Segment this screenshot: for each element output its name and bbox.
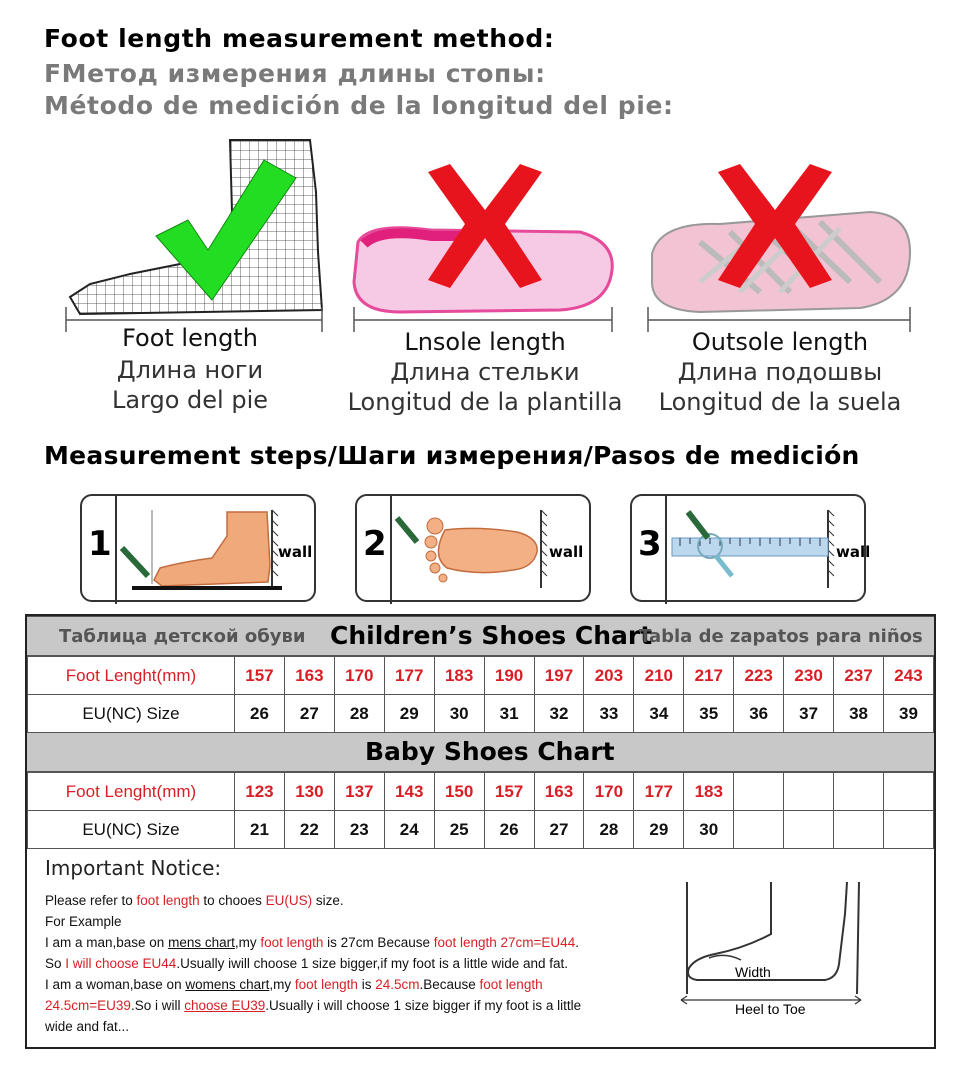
cell: 36: [734, 695, 784, 733]
cell: 157: [235, 657, 285, 695]
notice-line: For Example: [45, 914, 122, 929]
cell: 30: [434, 695, 484, 733]
caption-foot-length-ru: Длина ноги: [116, 356, 264, 384]
row-label: Foot Lenght(mm): [28, 773, 235, 811]
children-chart-title-ru: Таблица детской обуви: [59, 626, 306, 647]
step-1-wall-label: wall: [278, 543, 313, 561]
cell: 29: [634, 811, 684, 849]
cell: 22: [284, 811, 334, 849]
cell: [834, 811, 884, 849]
caption-outsole-length: Outsole length: [691, 328, 869, 356]
cell: 203: [584, 657, 634, 695]
cell: 130: [284, 773, 334, 811]
cell: 243: [883, 657, 933, 695]
important-notice: [45, 856, 665, 1037]
notice-line: So I will choose EU44.Usually iwill choose 1 size bigger,if my foot is a little wide and fat.: [45, 956, 569, 971]
cell: 32: [534, 695, 584, 733]
cell: 23: [334, 811, 384, 849]
cell: 26: [484, 811, 534, 849]
cell: 170: [334, 657, 384, 695]
children-chart-header: [27, 616, 934, 656]
cell: 223: [734, 657, 784, 695]
step-3-number: 3: [638, 524, 662, 564]
cell: 143: [384, 773, 434, 811]
caption-foot-length: Foot length: [122, 324, 258, 352]
children-chart-title-es: Tabla de zapatos para niños: [639, 626, 923, 647]
cell: 28: [334, 695, 384, 733]
cell: 29: [384, 695, 434, 733]
cell: 150: [434, 773, 484, 811]
caption-foot-length-es: Largo del pie: [111, 386, 269, 414]
notice-line: Please refer to foot length to chooes EU(US) size.: [45, 893, 344, 908]
cell: [883, 773, 933, 811]
notice-line: I am a man,base on mens chart,my foot length is 27cm Because foot length 27cm=EU44.: [45, 935, 579, 950]
heading-english: Foot length measurement method:: [44, 24, 555, 53]
cell: 25: [434, 811, 484, 849]
notice-line: 24.5cm=EU39.So i will choose EU39.Usually i will choose 1 size bigger if my foot is a little: [45, 998, 582, 1013]
cell: 35: [684, 695, 734, 733]
cell: [784, 811, 834, 849]
cell: 27: [534, 811, 584, 849]
baby-chart-title: Baby Shoes Chart: [365, 737, 615, 766]
children-foot-length-row: [28, 657, 934, 695]
cell: 183: [684, 773, 734, 811]
cell: 26: [235, 695, 285, 733]
step-2-card: [355, 494, 591, 602]
cell: 33: [584, 695, 634, 733]
cell: 177: [384, 657, 434, 695]
step-3-wall-label: wall: [836, 543, 871, 561]
panel-insole-length: [340, 132, 630, 422]
cell: 123: [235, 773, 285, 811]
cell: [784, 773, 834, 811]
cell: [734, 773, 784, 811]
cell: 190: [484, 657, 534, 695]
size-chart: [25, 614, 936, 1049]
heel-to-toe-label: Heel to Toe: [735, 1001, 806, 1017]
cell: 163: [284, 657, 334, 695]
notice-line: wide and fat...: [45, 1019, 130, 1034]
caption-outsole-length-es: Longitud de la suela: [658, 388, 902, 416]
caption-insole-length-es: Longitud de la plantilla: [347, 388, 623, 416]
outsole-image: [640, 132, 930, 332]
panel-outsole-length: [640, 132, 930, 422]
step-2-wall-label: wall: [549, 543, 584, 561]
cell: 38: [834, 695, 884, 733]
cell: 197: [534, 657, 584, 695]
cell: 37: [784, 695, 834, 733]
cell: [883, 811, 933, 849]
insole-image: [340, 132, 630, 332]
step-1-card: [80, 494, 316, 602]
foot-diagram: [675, 874, 875, 1024]
caption-insole-length-ru: Длина стельки: [390, 358, 580, 386]
cell: 137: [334, 773, 384, 811]
cell: 34: [634, 695, 684, 733]
cell: 27: [284, 695, 334, 733]
baby-chart-table: [27, 772, 934, 849]
step-3-card: [630, 494, 871, 602]
heading-russian: FМетод измерения длины стопы:: [44, 59, 546, 88]
cell: 30: [684, 811, 734, 849]
step-1-number: 1: [88, 524, 112, 564]
cell: 21: [235, 811, 285, 849]
cell: 183: [434, 657, 484, 695]
cell: 177: [634, 773, 684, 811]
row-label: EU(NC) Size: [28, 695, 235, 733]
notice-line: I am a woman,base on womens chart,my foot length is 24.5cm.Because foot length: [45, 977, 543, 992]
caption-outsole-length-ru: Длина подошвы: [677, 358, 883, 386]
cell: [734, 811, 784, 849]
cell: 24: [384, 811, 434, 849]
panel-foot-length: [60, 132, 350, 422]
cell: 39: [883, 695, 933, 733]
caption-insole-length: Lnsole length: [404, 328, 566, 356]
step-2-number: 2: [363, 524, 387, 564]
cell: 170: [584, 773, 634, 811]
cell: 237: [834, 657, 884, 695]
children-eu-size-row: [28, 695, 934, 733]
children-chart-table: [27, 656, 934, 733]
cell: [834, 773, 884, 811]
row-label: EU(NC) Size: [28, 811, 235, 849]
foot-wireframe-image: [60, 132, 350, 332]
cell: 31: [484, 695, 534, 733]
steps-title: Measurement steps/Шаги измерения/Pasos de medición: [44, 441, 860, 470]
children-chart-title: Children’s Shoes Chart: [330, 621, 653, 650]
heading-spanish: Método de medición de la longitud del pie:: [44, 91, 674, 120]
row-label: Foot Lenght(mm): [28, 657, 235, 695]
cell: 230: [784, 657, 834, 695]
cell: 157: [484, 773, 534, 811]
baby-eu-size-row: [28, 811, 934, 849]
cell: 217: [684, 657, 734, 695]
baby-foot-length-row: [28, 773, 934, 811]
cell: 210: [634, 657, 684, 695]
step-3-illustration: [632, 496, 871, 604]
width-label: Width: [735, 964, 771, 980]
cell: 28: [584, 811, 634, 849]
cell: 163: [534, 773, 584, 811]
baby-chart-header: [27, 732, 934, 772]
notice-title: Important Notice:: [45, 856, 222, 880]
